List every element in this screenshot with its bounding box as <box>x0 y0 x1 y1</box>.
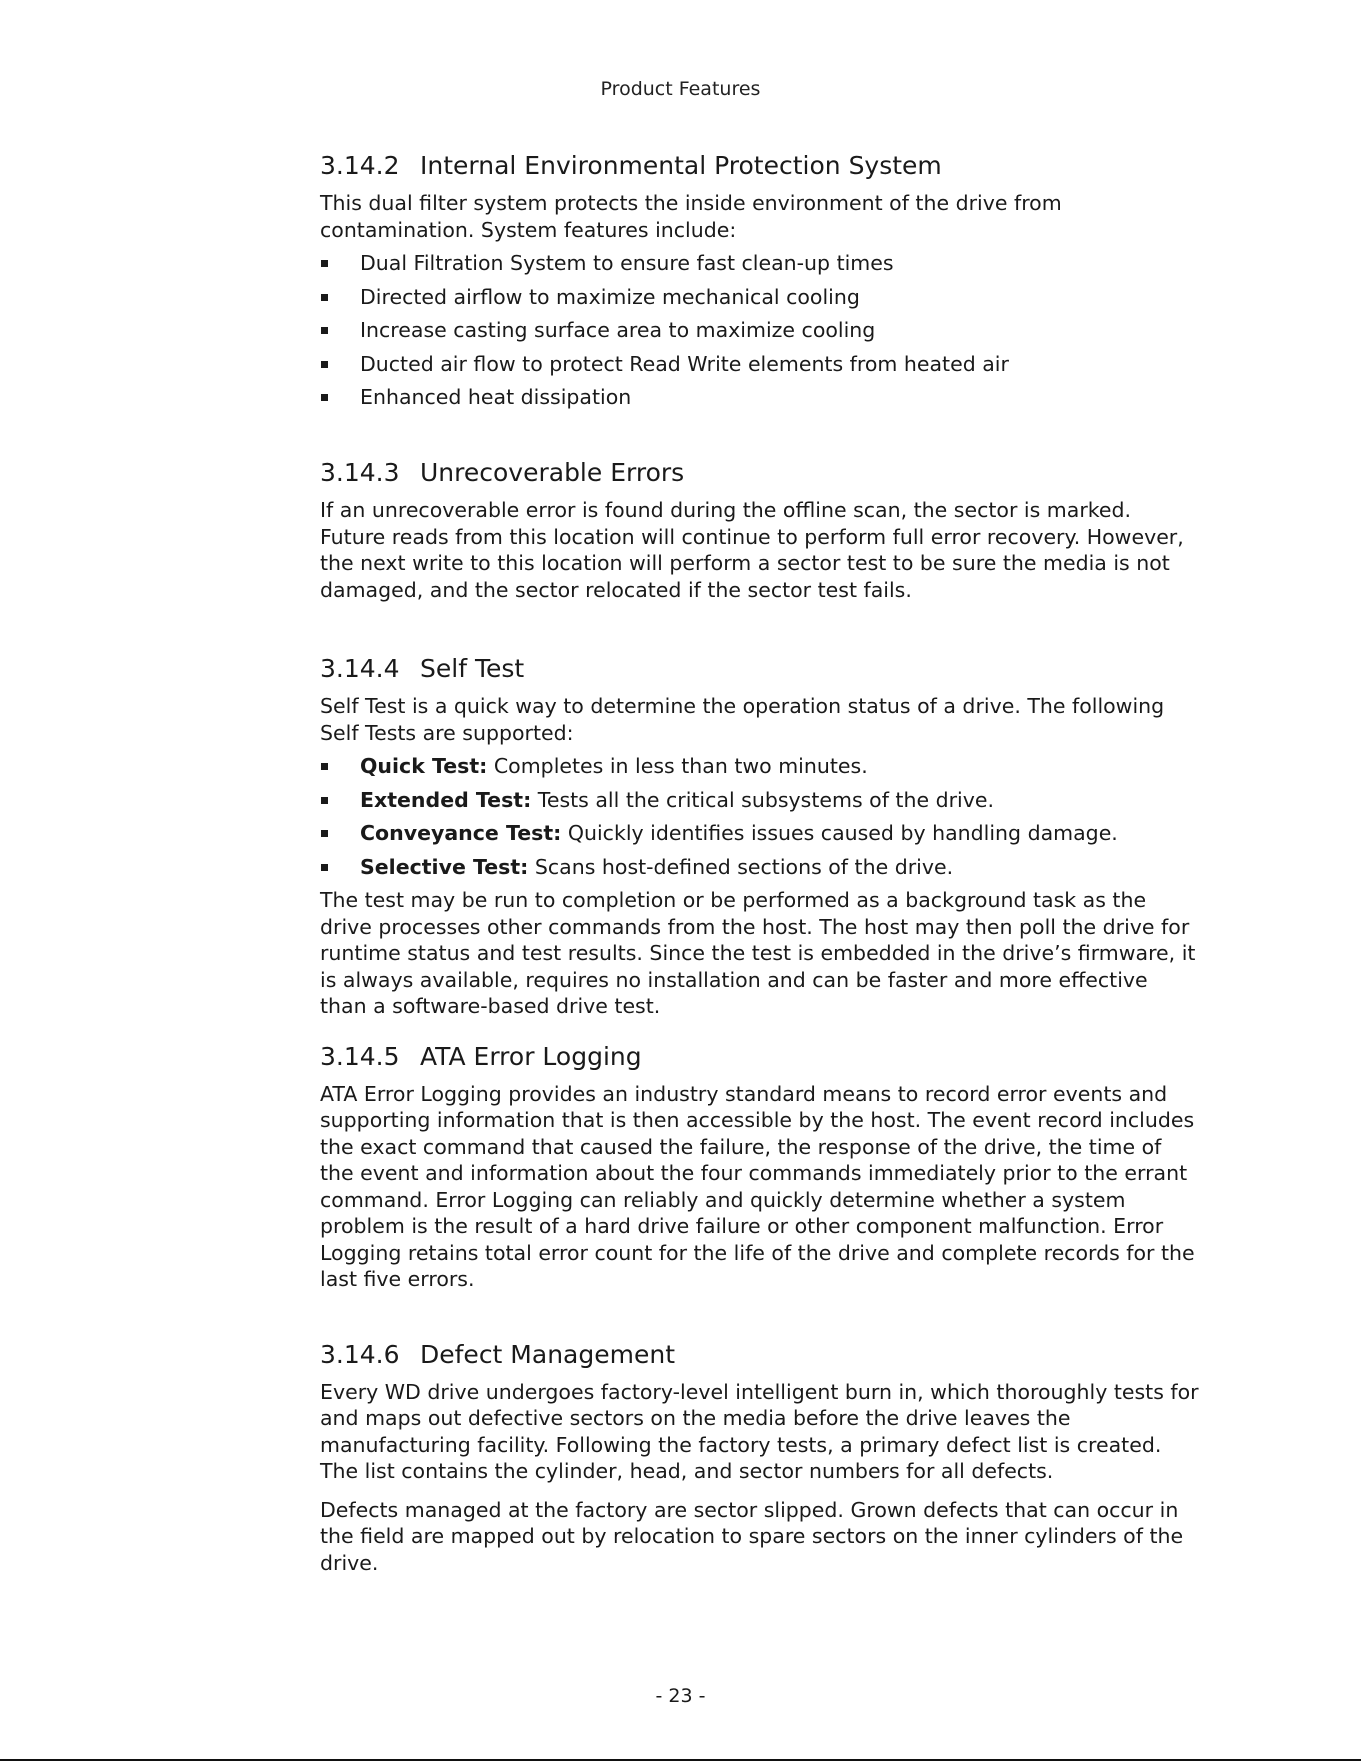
bullet-icon <box>321 294 328 301</box>
list-item <box>320 317 1200 343</box>
list-item-text: Enhanced heat dissipation <box>360 385 632 409</box>
section-number: 3.14.6 <box>320 1339 400 1369</box>
section-title: Self Test <box>420 654 525 683</box>
section-body: If an unrecoverable error is found during the offline scan, the sector is marked. Future reads from this location will continue to perform full error recovery. However, the next write to this location will perform a sector test to be sure the media is not damaged, and the sector relocated if the sector test fails. <box>320 498 1184 602</box>
list-item <box>320 787 1200 813</box>
section-internal-environmental-protection <box>320 150 1200 410</box>
page-number: - 23 - <box>655 1685 706 1707</box>
section-body: The test may be run to completion or be performed as a background task as the drive processes other commands from the host. The host may then poll the drive for runtime status and test results. Since the test is embedded in the drive’s firmware, it is always available, requires no installation and can be faster and more effective than a software-based drive test. <box>320 888 1196 1018</box>
list-item <box>320 753 1200 779</box>
test-term: Conveyance Test: <box>360 821 562 845</box>
section-number: 3.14.5 <box>320 1041 400 1071</box>
section-title: ATA Error Logging <box>420 1041 642 1071</box>
section-intro: Self Test is a quick way to determine the operation status of a drive. The following Self Tests are supported: <box>320 694 1165 745</box>
section-defect-management <box>320 1339 1200 1577</box>
section-title: Defect Management <box>420 1339 675 1369</box>
test-term: Extended Test: <box>360 787 532 812</box>
feature-list <box>320 250 1200 410</box>
bullet-icon <box>321 830 328 837</box>
test-term: Selective Test: <box>360 854 529 879</box>
list-item-text: Ducted air flow to protect Read Write elements from heated air <box>360 351 1009 376</box>
list-item-text: Dual Filtration System to ensure fast clean-up times <box>360 251 894 275</box>
section-ata-error-logging <box>320 1041 1200 1293</box>
section-self-test <box>320 653 1200 1020</box>
section-heading <box>320 457 1200 489</box>
section-number: 3.14.3 <box>320 458 400 487</box>
list-item <box>320 820 1200 846</box>
section-intro: This dual filter system protects the inside environment of the drive from contamination. System features include: <box>320 191 1062 242</box>
list-item <box>320 284 1200 310</box>
list-item <box>320 384 1200 410</box>
page-header: Product Features <box>600 78 761 100</box>
section-number: 3.14.2 <box>320 151 400 180</box>
list-item-text: Directed airflow to maximize mechanical cooling <box>360 284 860 309</box>
section-heading <box>320 1339 1200 1371</box>
test-description: Quickly identifies issues caused by handling damage. <box>561 821 1118 845</box>
section-body: Every WD drive undergoes factory-level intelligent burn in, which thoroughly tests for and maps out defective sectors on the media before the drive leaves the manufacturing facility. Following the factory tests, a primary defect list is created. The list contains the cylinder, head, and sector numbers for all defects. <box>320 1379 1199 1483</box>
list-item-text: Increase casting surface area to maximize cooling <box>360 318 876 342</box>
bullet-icon <box>321 260 328 267</box>
self-test-list <box>320 753 1200 880</box>
section-heading <box>320 150 1200 182</box>
test-description: Completes in less than two minutes. <box>487 754 868 778</box>
section-heading <box>320 653 1200 685</box>
bullet-icon <box>321 763 328 770</box>
section-title: Internal Environmental Protection System <box>420 151 942 180</box>
bullet-icon <box>321 864 328 871</box>
bullet-icon <box>321 327 328 334</box>
section-body: ATA Error Logging provides an industry standard means to record error events and supporting information that is then accessible by the host. The event record includes the exact command that caused the failure, the response of the drive, the time of the event and information about the four commands immediately prior to the errant command. Error Logging can reliably and quickly determine whether a system problem is the result of a hard drive failure or other component malfunction. Error Logging retains total error count for the life of the drive and complete records for the last five errors. <box>320 1081 1195 1291</box>
section-number: 3.14.4 <box>320 654 400 683</box>
section-heading <box>320 1041 1200 1073</box>
section-unrecoverable-errors <box>320 457 1200 603</box>
test-term: Quick Test: <box>360 754 488 778</box>
list-item <box>320 250 1200 276</box>
document-body <box>320 150 1200 1583</box>
test-description: Scans host-defined sections of the drive. <box>528 854 954 879</box>
list-item <box>320 351 1200 377</box>
section-title: Unrecoverable Errors <box>420 458 685 487</box>
bullet-icon <box>321 797 328 804</box>
test-description: Tests all the critical subsystems of the drive. <box>531 787 994 812</box>
list-item <box>320 854 1200 880</box>
bullet-icon <box>321 361 328 368</box>
section-body-continued: Defects managed at the factory are sector slipped. Grown defects that can occur in the field are mapped out by relocation to spare sectors on the inner cylinders of the drive. <box>320 1497 1184 1575</box>
bullet-icon <box>321 394 328 401</box>
